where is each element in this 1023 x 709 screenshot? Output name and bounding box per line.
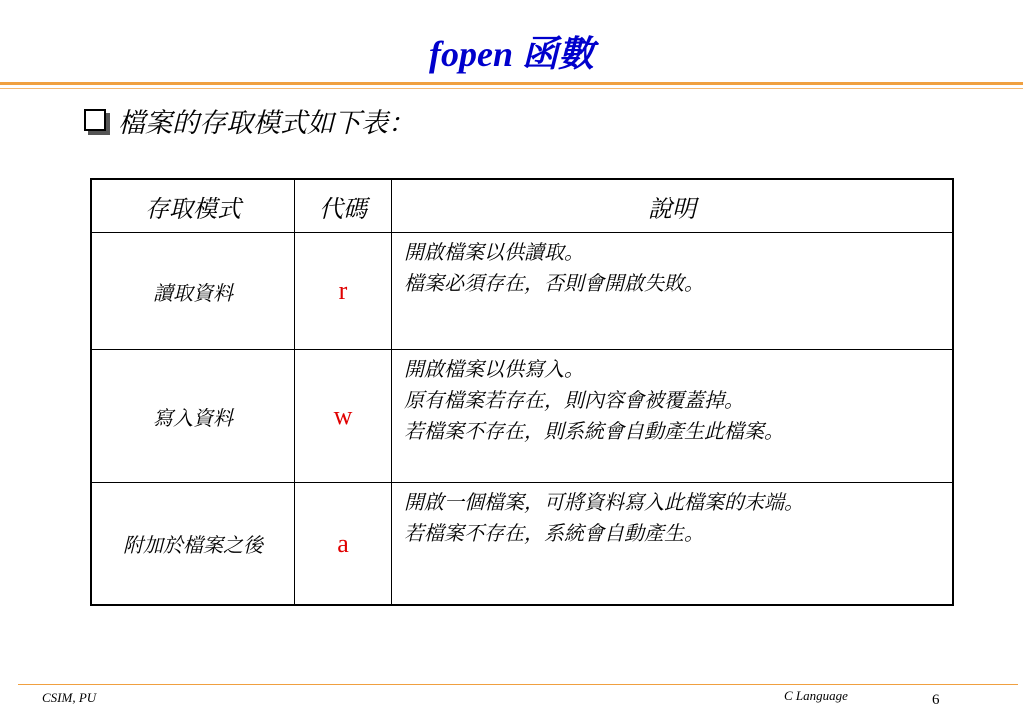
description-cell: [392, 483, 954, 606]
header-mode: 存取模式: [91, 179, 295, 233]
table-row: [91, 483, 953, 606]
table-header-row: [91, 179, 953, 233]
mode-cell: 讀取資料: [91, 233, 295, 350]
bullet-line: [80, 100, 415, 140]
footer-divider: [18, 684, 1018, 685]
mode-cell: 附加於檔案之後: [91, 483, 295, 606]
title-divider-secondary: [0, 88, 1023, 89]
description-line: 原有檔案若存在，則內容會被覆蓋掉。: [404, 388, 744, 412]
description-line: 開啟檔案以供讀取。: [404, 240, 584, 264]
slide-title: fopen 函數: [429, 34, 594, 74]
description-line: 開啟一個檔案，可將資料寫入此檔案的末端。: [404, 490, 804, 514]
description-cell: [392, 350, 954, 483]
footer-organization: CSIM, PU: [42, 690, 97, 705]
code-cell: r: [295, 233, 392, 350]
code-cell: w: [295, 350, 392, 483]
description-line: 檔案必須存在，否則會開啟失敗。: [404, 271, 704, 295]
description-line: 若檔案不存在，系統會自動產生。: [404, 521, 704, 545]
code-cell: a: [295, 483, 392, 606]
mode-cell: 寫入資料: [91, 350, 295, 483]
table-row: [91, 233, 953, 350]
table-row: [91, 350, 953, 483]
header-code: 代碼: [295, 179, 392, 233]
square-bullet-icon: [84, 109, 106, 131]
title-divider: [0, 82, 1023, 85]
description-cell: [392, 233, 954, 350]
description-line: 開啟檔案以供寫入。: [404, 357, 584, 381]
page-number: 6: [932, 692, 940, 708]
access-mode-table: [90, 178, 954, 606]
header-description: 說明: [392, 179, 954, 233]
description-line: 若檔案不存在，則系統會自動產生此檔案。: [404, 419, 784, 443]
footer-course: C Language: [784, 688, 848, 703]
bullet-text: 檔案的存取模式如下表：: [118, 107, 415, 139]
